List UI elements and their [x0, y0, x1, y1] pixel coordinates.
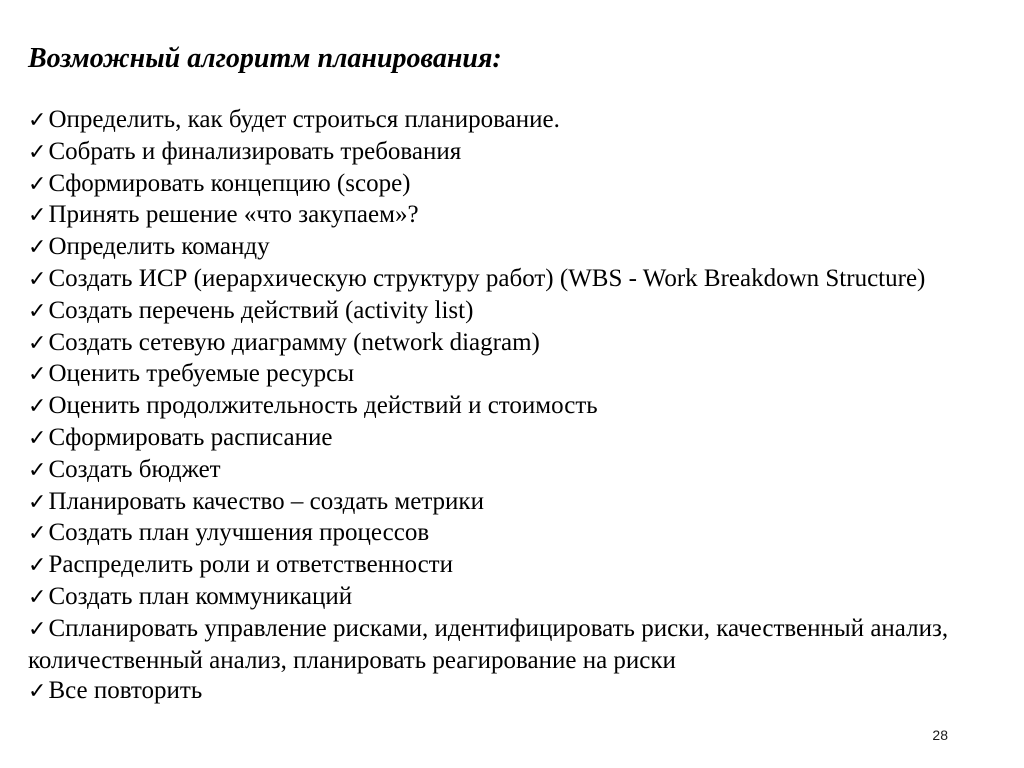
list-item-text: Сформировать расписание [48, 423, 333, 451]
list-item [28, 676, 1003, 708]
checkmark-icon: ✓ [28, 139, 47, 165]
checkmark-icon: ✓ [28, 330, 47, 356]
list-item-text: Создать план улучшения процессов [48, 519, 430, 547]
checkmark-icon: ✓ [28, 616, 47, 642]
list-item-text: Создать перечень действий (activity list) [48, 296, 474, 324]
list-item [28, 423, 1003, 455]
checklist [28, 105, 1003, 708]
list-item-text: Создать сетевую диаграмму (network diagram) [48, 328, 540, 356]
checkmark-icon: ✓ [28, 553, 47, 579]
list-item-text: Определить команду [48, 233, 270, 261]
list-item [28, 582, 1003, 614]
list-item-text: Создать ИСР (иерархическую структуру работ) (WBS - Work Breakdown Structure) [48, 264, 926, 292]
list-item [28, 359, 1003, 391]
slide-content [28, 42, 1003, 708]
list-item-text: Оценить продолжительность действий и стоимость [48, 392, 598, 420]
list-item [28, 296, 1003, 328]
list-item [28, 487, 1003, 519]
checkmark-icon: ✓ [28, 521, 47, 547]
checkmark-icon: ✓ [28, 394, 47, 420]
checkmark-icon: ✓ [28, 266, 47, 292]
checkmark-icon: ✓ [28, 108, 47, 133]
checkmark-icon: ✓ [28, 584, 47, 610]
list-item [28, 232, 1003, 264]
list-item [28, 328, 1003, 360]
checkmark-icon: ✓ [28, 679, 47, 705]
checkmark-icon: ✓ [28, 362, 47, 388]
list-item [28, 518, 1003, 550]
list-item-text: Принять решение «что закупаем»? [48, 201, 419, 229]
checkmark-icon: ✓ [28, 235, 47, 261]
list-item-text: Создать бюджет [48, 455, 221, 483]
checkmark-icon: ✓ [28, 298, 47, 324]
list-item [28, 264, 1003, 296]
list-item [28, 455, 1003, 487]
list-item-text: Спланировать управление рисками, идентифицировать риски, качественный анализ, количественный анализ, планировать реагирование на риски [28, 614, 949, 674]
list-item-text: Оценить требуемые ресурсы [48, 360, 355, 388]
list-item [28, 200, 1003, 232]
list-item [28, 550, 1003, 582]
checkmark-icon: ✓ [28, 457, 47, 483]
list-item [28, 614, 1003, 677]
page-title: Возможный алгоритм планирования: [28, 43, 502, 74]
list-item [28, 105, 1003, 137]
list-item-text: Распределить роли и ответственности [48, 551, 453, 579]
list-item-text: Создать план коммуникаций [48, 582, 353, 610]
checkmark-icon: ✓ [28, 203, 47, 229]
list-item-text: Сформировать концепцию (scope) [48, 169, 411, 197]
list-item [28, 169, 1003, 201]
checkmark-icon: ✓ [28, 171, 47, 197]
checkmark-icon: ✓ [28, 425, 47, 451]
list-item-text: Собрать и финализировать требования [48, 137, 462, 165]
list-item [28, 391, 1003, 423]
list-item [28, 137, 1003, 169]
list-item-text: Все повторить [48, 677, 203, 705]
list-item-text: Планировать качество – создать метрики [48, 487, 484, 515]
list-item-text: Определить, как будет строиться планирование. [48, 106, 560, 133]
checkmark-icon: ✓ [28, 489, 47, 515]
page-number: 28 [932, 727, 948, 743]
